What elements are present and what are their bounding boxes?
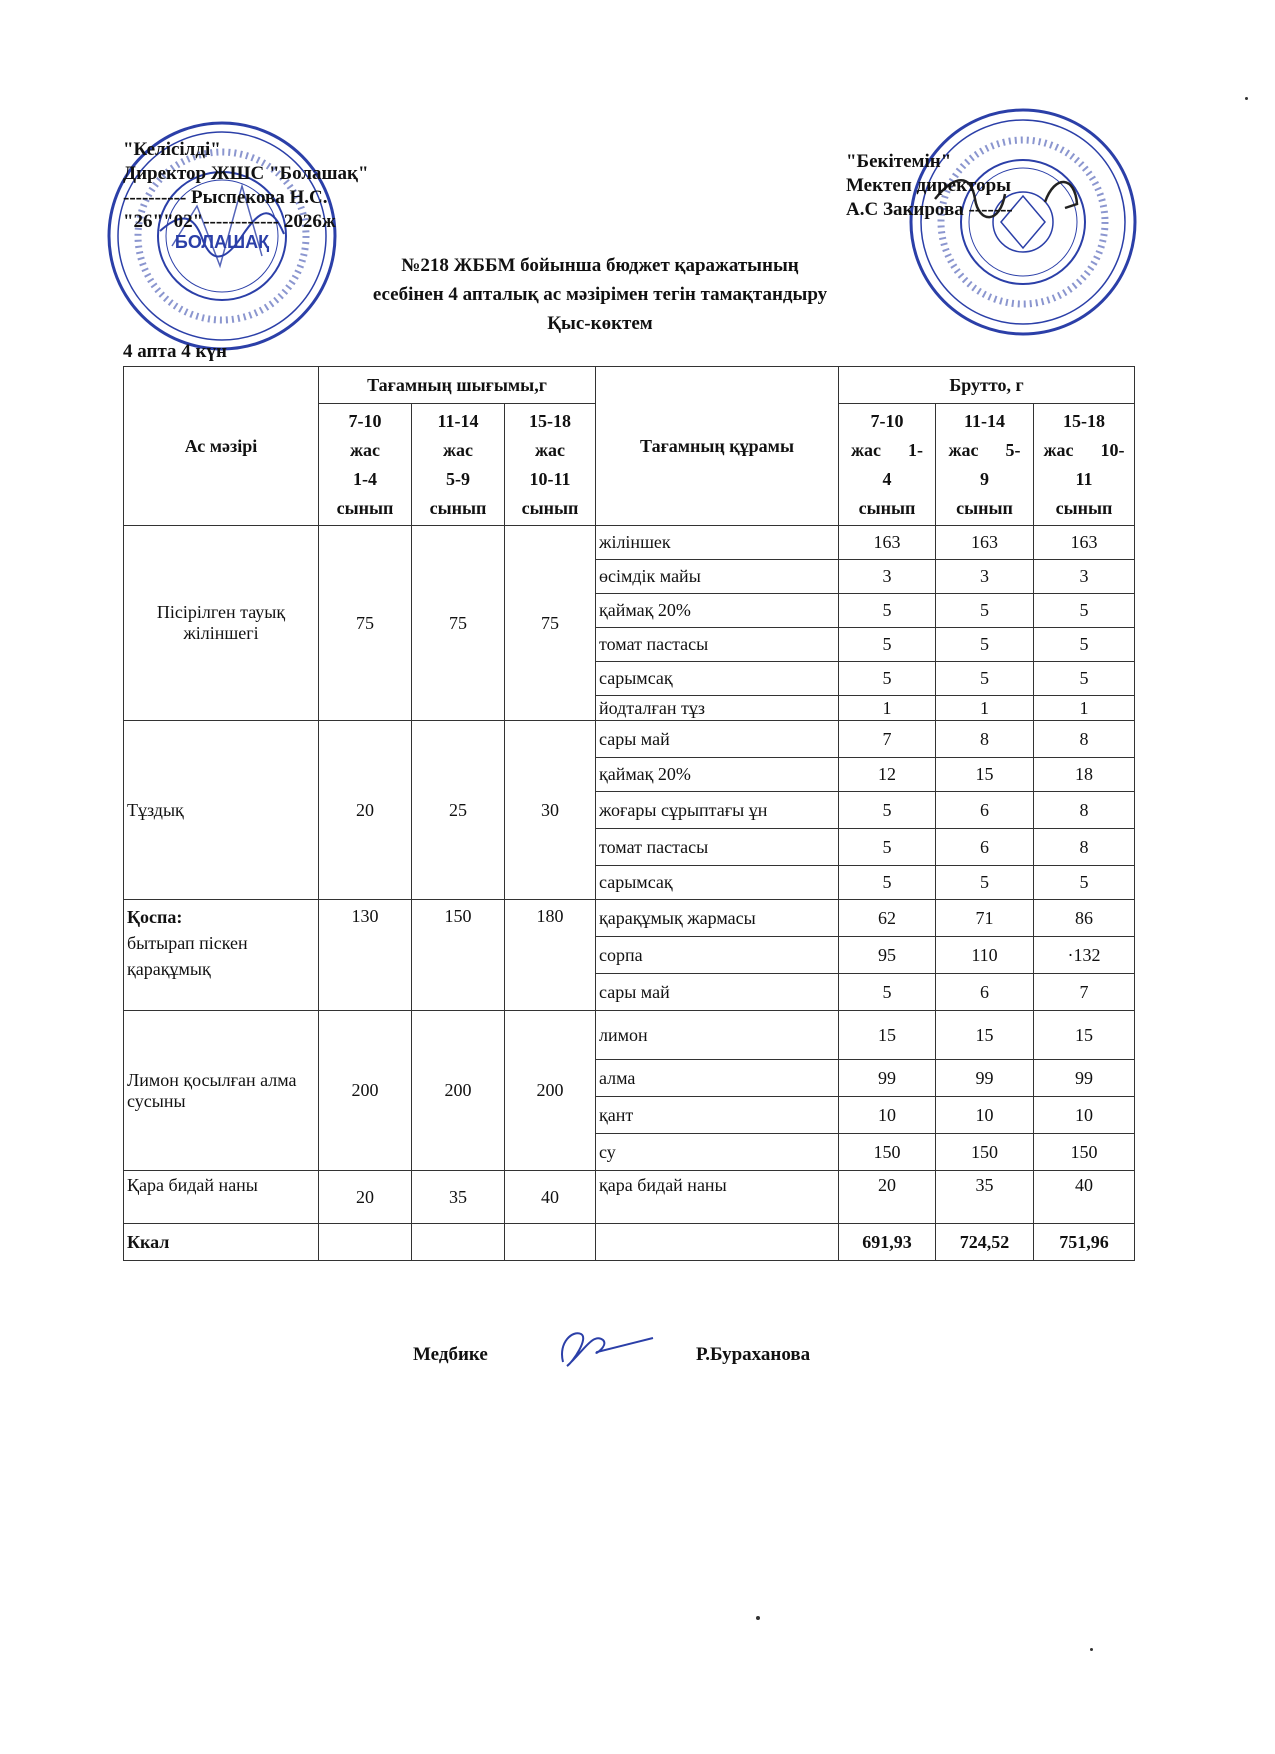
brutto-value: 95: [839, 937, 936, 974]
brutto-value: 6: [936, 792, 1034, 829]
col-header-menu: Ас мәзірі: [124, 367, 319, 526]
dish-yield: 75: [319, 526, 412, 721]
ingredient-name: сарымсақ: [596, 662, 839, 696]
dish-name: Тұздық: [124, 721, 319, 900]
document-title: [300, 251, 900, 338]
brutto-value: 5: [839, 974, 936, 1011]
school-director-title: Мектеп директоры: [846, 175, 1012, 196]
week-day-label: 4 апта 4 күн: [123, 341, 227, 362]
nurse-signature: [553, 1322, 663, 1374]
brutto-value: 3: [936, 560, 1034, 594]
ingredient-name: қара бидай наны: [596, 1171, 839, 1224]
title-line-3: Қыс-көктем: [547, 313, 653, 334]
brutto-value: 5: [839, 829, 936, 866]
ingredient-name: жіліншек: [596, 526, 839, 560]
menu-table: [123, 366, 1135, 1261]
brutto-value: 150: [936, 1134, 1034, 1171]
brutto-value: 8: [1034, 721, 1135, 758]
dish-yield: 75: [412, 526, 505, 721]
brutto-value: 5: [1034, 662, 1135, 696]
agreed-label: "Келісілді": [123, 139, 221, 160]
dish-yield: 180: [505, 900, 596, 1011]
brutto-value: 99: [936, 1060, 1034, 1097]
brutto-value: 5: [936, 662, 1034, 696]
brutto-value: 15: [1034, 1011, 1135, 1060]
brutto-value: 10: [936, 1097, 1034, 1134]
brutto-value: 3: [1034, 560, 1135, 594]
dish-yield: 200: [319, 1011, 412, 1171]
brutto-value: 7: [839, 721, 936, 758]
title-line-1: №218 ЖББМ бойынша бюджет қаражатының: [401, 255, 799, 276]
brutto-value: 150: [1034, 1134, 1135, 1171]
brutto-value: ·132: [1034, 937, 1135, 974]
brutto-value: 150: [839, 1134, 936, 1171]
brutto-value: 1: [936, 696, 1034, 721]
scan-speck: [756, 1616, 760, 1620]
brutto-age-header: 11-14 жас 5- 9 сынып: [936, 404, 1034, 526]
nurse-name: Р.Бураханова: [696, 1344, 811, 1365]
brutto-value: 12: [839, 758, 936, 792]
brutto-value: 8: [1034, 829, 1135, 866]
brutto-value: 5: [1034, 594, 1135, 628]
ingredient-name: қаймақ 20%: [596, 594, 839, 628]
brutto-value: 99: [1034, 1060, 1135, 1097]
scan-speck: [1245, 97, 1248, 100]
ingredient-name: лимон: [596, 1011, 839, 1060]
approval-block-right: [846, 150, 1013, 222]
dish-yield: 20: [319, 1171, 412, 1224]
brutto-value: 1: [839, 696, 936, 721]
brutto-value: 163: [1034, 526, 1135, 560]
brutto-age-header: 7-10 жас 1- 4 сынып: [839, 404, 936, 526]
table-row: [124, 1011, 1135, 1060]
brutto-value: 10: [839, 1097, 936, 1134]
brutto-value: 5: [839, 662, 936, 696]
brutto-value: 7: [1034, 974, 1135, 1011]
dish-yield: 150: [412, 900, 505, 1011]
dish-yield: 40: [505, 1171, 596, 1224]
kcal-label: Ккал: [124, 1224, 319, 1261]
ingredient-name: томат пастасы: [596, 829, 839, 866]
empty-cell: [596, 1224, 839, 1261]
dish-yield: 200: [505, 1011, 596, 1171]
brutto-value: 5: [839, 792, 936, 829]
brutto-value: 5: [1034, 866, 1135, 900]
dish-name: бытырап піскен қарақұмық: [127, 933, 248, 979]
brutto-value: 5: [936, 866, 1034, 900]
dish-yield: 200: [412, 1011, 505, 1171]
brutto-value: 86: [1034, 900, 1135, 937]
kcal-value: 724,52: [936, 1224, 1034, 1261]
right-stamp-seal: [905, 104, 1141, 340]
brutto-value: 10: [1034, 1097, 1135, 1134]
scan-speck: [1090, 1648, 1093, 1651]
brutto-value: 5: [1034, 628, 1135, 662]
ingredient-name: томат пастасы: [596, 628, 839, 662]
ingredient-name: жоғары сұрыптағы ұн: [596, 792, 839, 829]
ingredient-name: қаймақ 20%: [596, 758, 839, 792]
brutto-value: 5: [839, 594, 936, 628]
dish-name: Пісірілген тауық жіліншегі: [124, 526, 319, 721]
brutto-value: 6: [936, 974, 1034, 1011]
brutto-value: 110: [936, 937, 1034, 974]
col-header-brutto: Брутто, г: [839, 367, 1135, 404]
empty-cell: [505, 1224, 596, 1261]
col-header-composition: Тағамның құрамы: [596, 367, 839, 526]
director-title: Директор ЖШС "Болашақ": [123, 163, 369, 184]
dish-yield: 130: [319, 900, 412, 1011]
brutto-value: 5: [936, 628, 1034, 662]
ingredient-name: сарымсақ: [596, 866, 839, 900]
brutto-value: 15: [936, 1011, 1034, 1060]
brutto-value: 40: [1034, 1171, 1135, 1224]
table-row: [124, 900, 1135, 937]
brutto-value: 8: [936, 721, 1034, 758]
brutto-value: 62: [839, 900, 936, 937]
brutto-value: 8: [1034, 792, 1135, 829]
approval-date: "26""02"------------ 2026ж: [123, 211, 336, 232]
brutto-value: 6: [936, 829, 1034, 866]
kcal-row: [124, 1224, 1135, 1261]
brutto-value: 5: [839, 628, 936, 662]
ingredient-name: сары май: [596, 974, 839, 1011]
dish-yield: 30: [505, 721, 596, 900]
brutto-value: 15: [936, 758, 1034, 792]
dish-yield: 25: [412, 721, 505, 900]
ingredient-name: сары май: [596, 721, 839, 758]
brutto-value: 163: [936, 526, 1034, 560]
dish-name-prefix: Қоспа:: [127, 907, 183, 927]
brutto-value: 5: [839, 866, 936, 900]
ingredient-name: су: [596, 1134, 839, 1171]
brutto-value: 1: [1034, 696, 1135, 721]
col-header-yield: Тағамның шығымы,г: [319, 367, 596, 404]
dish-name: Қара бидай наны: [124, 1171, 319, 1224]
brutto-value: 3: [839, 560, 936, 594]
brutto-value: 163: [839, 526, 936, 560]
dish-yield: 20: [319, 721, 412, 900]
ingredient-name: қарақұмық жармасы: [596, 900, 839, 937]
table-row: [124, 721, 1135, 758]
ingredient-name: йодталған тұз: [596, 696, 839, 721]
empty-cell: [412, 1224, 505, 1261]
brutto-value: 20: [839, 1171, 936, 1224]
brutto-value: 35: [936, 1171, 1034, 1224]
nurse-label: Медбике: [413, 1344, 488, 1365]
brutto-value: 71: [936, 900, 1034, 937]
dish-name-cell: [124, 900, 319, 1011]
director-name: ---------- Рыспекова Н.С.: [123, 187, 328, 208]
kcal-value: 751,96: [1034, 1224, 1135, 1261]
stamp-left-text: БОЛАШАҚ: [174, 232, 270, 252]
title-line-2: есебінен 4 апталық ас мәзірімен тегін тамақтандыру: [372, 284, 828, 305]
brutto-value: 18: [1034, 758, 1135, 792]
empty-cell: [319, 1224, 412, 1261]
approval-block-left: [123, 138, 369, 234]
school-director-name: А.С Закирова -------: [846, 199, 1013, 220]
dish-yield: 35: [412, 1171, 505, 1224]
dish-name: Лимон қосылған алма сусыны: [124, 1011, 319, 1171]
brutto-age-header: 15-18 жас 10- 11 сынып: [1034, 404, 1135, 526]
kcal-value: 691,93: [839, 1224, 936, 1261]
ingredient-name: қант: [596, 1097, 839, 1134]
brutto-value: 99: [839, 1060, 936, 1097]
ingredient-name: өсімдік майы: [596, 560, 839, 594]
yield-age-header: 15-18 жас 10-11 сынып: [505, 404, 596, 526]
yield-age-header: 7-10 жас 1-4 сынып: [319, 404, 412, 526]
yield-age-header: 11-14 жас 5-9 сынып: [412, 404, 505, 526]
ingredient-name: алма: [596, 1060, 839, 1097]
table-row: [124, 1171, 1135, 1224]
brutto-value: 15: [839, 1011, 936, 1060]
ingredient-name: сорпа: [596, 937, 839, 974]
brutto-value: 5: [936, 594, 1034, 628]
table-row: [124, 526, 1135, 560]
dish-yield: 75: [505, 526, 596, 721]
approved-label: "Бекітемін": [846, 151, 952, 172]
